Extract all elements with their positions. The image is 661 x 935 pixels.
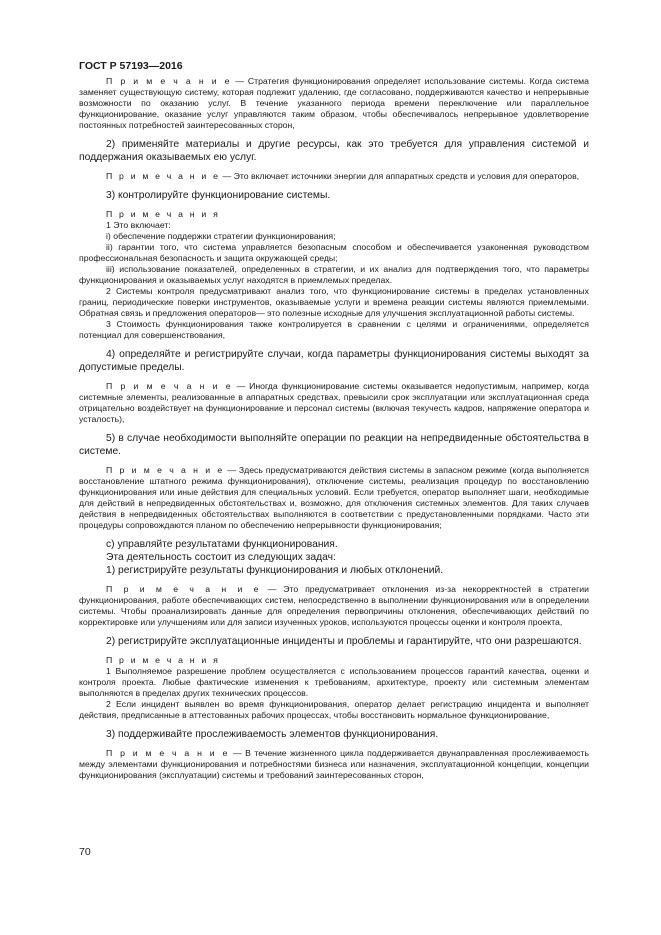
notes-label: П р и м е ч а н и я <box>106 209 220 219</box>
list-item: 2) применяйте материалы и другие ресурсы, как это требуется для управления системой и поддержания оказываемых ею услуг. <box>79 139 589 163</box>
note-line: 2 Если инцидент выявлен во время функционирования, оператор делает регистрацию инцидента и выполняет действия, предписанные в аттестованных рабочих процессах, чтобы восстановить нормальное функционирование, <box>79 699 589 720</box>
note-paragraph: П р и м е ч а н и е — Это предусматривает отклонения из-за некорректностей в стратегии функционирования, работе обеспечивающих систем, непосредственно в выполнении функционирования или в определении системы. Чтобы проанализировать данные для определения первопричины отклонения, обеспечивающих действий по корректировке или улучшениям или для записи изученных уроков, используются процессы оценки и контроля проекта, <box>79 584 589 627</box>
note-paragraph: П р и м е ч а н и е — Это включает источники энергии для аппаратных средств и условия для операторов, <box>106 171 580 181</box>
list-item: Эта деятельность состоит из следующих задач: <box>106 552 336 563</box>
note-label: П р и м е ч а н и е <box>106 171 221 181</box>
note-label: П р и м е ч а н и е <box>106 381 233 391</box>
note-paragraph: П р и м е ч а н и е — Здесь предусматриваются действия системы в запасном режиме (когда выполняется восстановление штатного режима функционирования), отключение системы, реализация процедур по восстановлению функционирования или иные действия для специальных условий. Если требуется, оператор выполняет шаги, необходимые для действий в непредвиденных обстоятельствах и, возможно, для отключения системных элементов. Для таких случаев действия в непредвиденных обстоятельствах выполняются в соответствии с предустановленными порядками. Часто эти процедуры сопровождаются планом по обеспечению непрерывности функционирования; <box>79 465 589 530</box>
list-item: c) управляйте результатами функционирования. <box>106 539 338 550</box>
list-item: 5) в случае необходимости выполняйте операции по реакции на непредвиденные обстоятельства в системе. <box>79 433 589 457</box>
note-line: ii) гарантии того, что система управляется безопасным способом и обеспечивается узаконенная руководством профессиональная безопасность и защита окружающей среды; <box>79 242 589 263</box>
page-number: 70 <box>79 846 91 858</box>
note-line: 2 Системы контроля предусматривают анализ того, что функционирование системы в пределах установленных границ, периодические поверки инструментов, оказываемые услуги и времена реакции системы являются приемлемыми. Обратная связь и предложения операторов— это полезные исходные для улучшения эксплуатационной работы системы. <box>79 286 589 318</box>
note-label: П р и м е ч а н и е <box>106 584 261 594</box>
list-item: 2) регистрируйте эксплуатационные инциденты и проблемы и гарантируйте, что они разрешаются. <box>106 636 582 647</box>
list-item: 3) поддерживайте прослеживаемость элементов функционирования. <box>106 729 439 740</box>
note-line: i) обеспечение поддержки стратегии функционирования; <box>106 231 336 241</box>
note-paragraph: П р и м е ч а н и е — Иногда функционирование системы оказывается недопустимым, например, когда системные элементы, реализованные в аппаратных средствах, превысили срок эксплуатации или эксплуатационная среда отрицательно воздействует на функционирование и персонал системы (включая текучесть кадров, напряжение оператора и усталость), <box>79 381 589 424</box>
note-label: П р и м е ч а н и е <box>106 76 232 86</box>
document-header: ГОСТ Р 57193—2016 <box>79 60 183 72</box>
note-paragraph: П р и м е ч а н и е — Стратегия функционирования определяет использование системы. Когда система заменяет существующую систему, которая подлежит удалению, где согласовано, поддерживаются качество и непрерывные возможности по оказанию услуг. В течение указанного периода времени переключение или параллельное функционирование, оказание услуг управляются таким образом, чтобы обеспечивалось непрерывное удовлетворение постоянных потребностей заинтересованных сторон, <box>79 76 589 130</box>
note-line: 1 Это включает: <box>106 220 171 230</box>
note-line: iii) использование показателей, определенных в стратегии, и их анализ для подтверждения того, что параметры функционирования и оказываемых услуг находятся в приемлемых пределах. <box>79 264 589 285</box>
list-item: 3) контролируйте функционирование системы. <box>106 190 331 201</box>
note-paragraph: П р и м е ч а н и е — В течение жизненного цикла поддерживается двунаправленная прослеживаемость между элементами функционирования и потребностями бизнеса или назначения, эксплуатационной концепции, концепции функционирования (эксплуатации) системы и требований заинтересованных сторон, <box>79 748 589 780</box>
notes-label: П р и м е ч а н и я <box>106 655 220 665</box>
document-body <box>79 76 589 781</box>
note-line: 3 Стоимость функционирования также контролируется в сравнении с целями и ограничениями, определяется потенциал для совершенствования, <box>79 319 589 340</box>
note-label: П р и м е ч а н и е <box>106 748 230 758</box>
note-label: П р и м е ч а н и е <box>106 465 225 475</box>
list-item: 4) определяйте и регистрируйте случаи, когда параметры функционирования системы выходят за допустимые пределы. <box>79 349 589 373</box>
list-item: 1) регистрируйте результаты функционирования и любых отклонений. <box>106 565 444 576</box>
note-line: 1 Выполняемое разрешение проблем осуществляется с использованием процессов гарантий качества, оценки и контроля проекта. Любые фактические изменения к требованиям, архитектуре, проекту или системным элементам выполняются в пределах других технических процессов. <box>79 666 589 698</box>
